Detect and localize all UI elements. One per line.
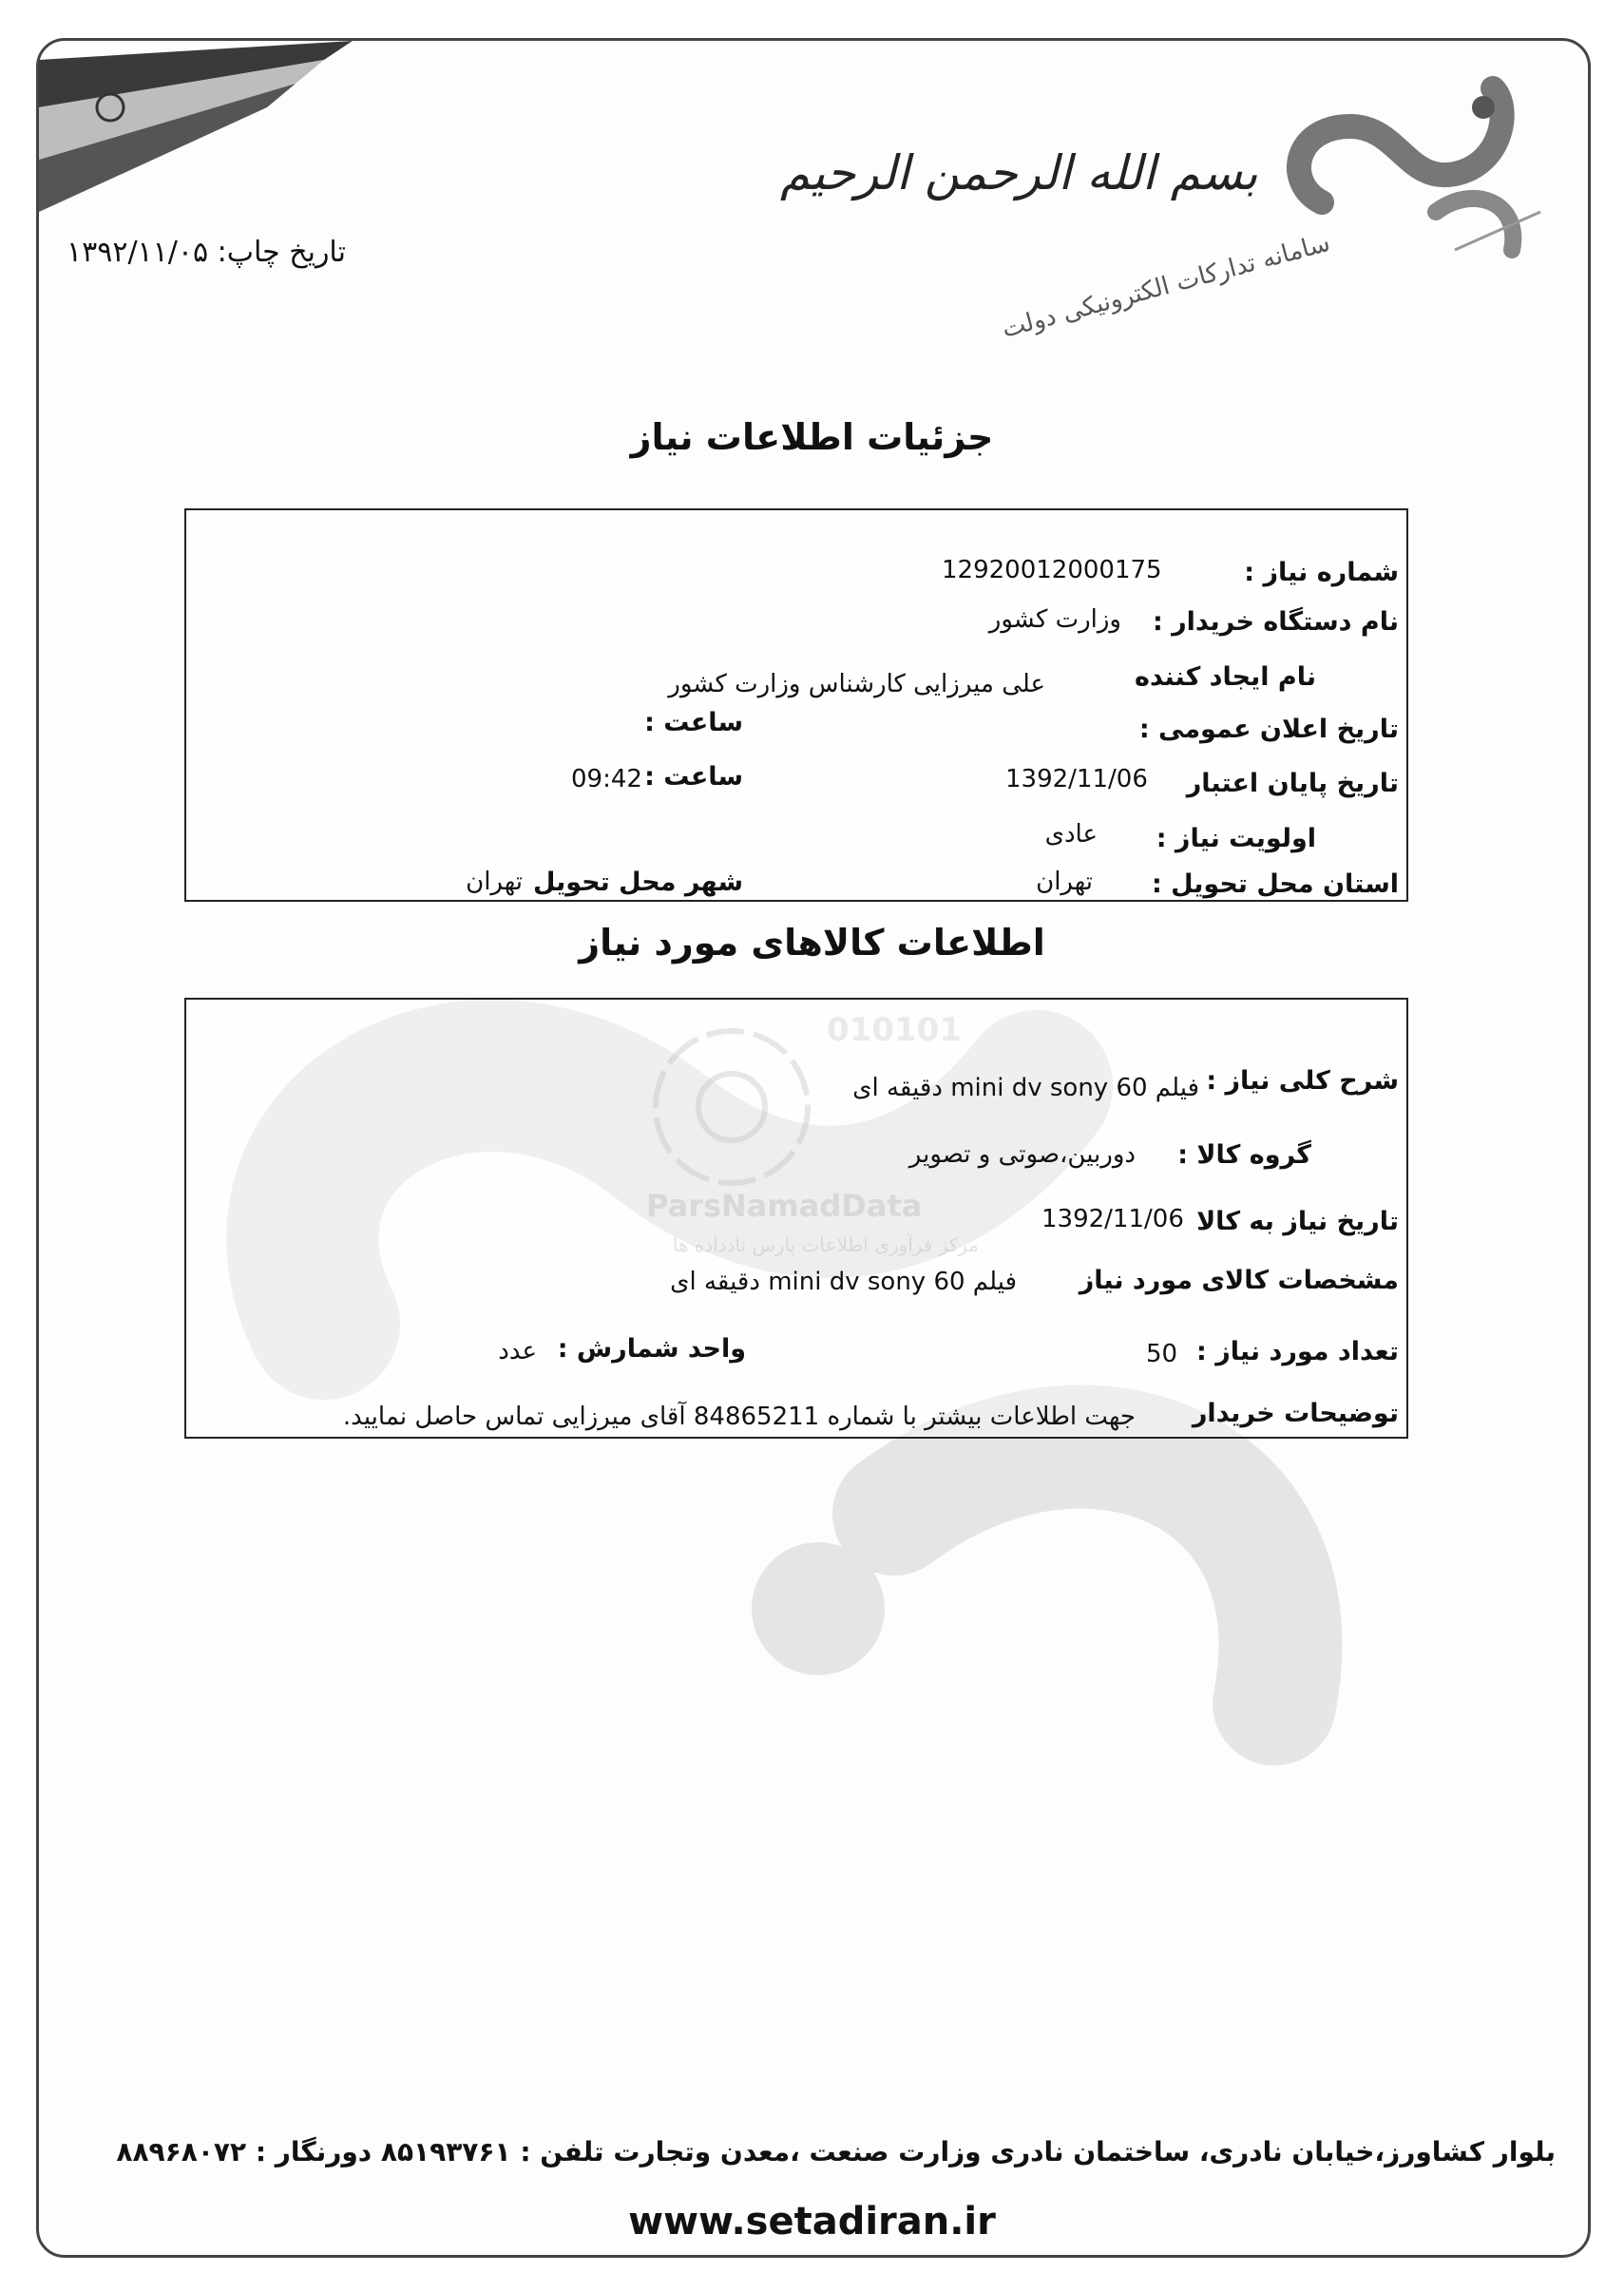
section-title-need-details: جزئیات اطلاعات نیاز	[630, 416, 994, 458]
priority-value: عادی	[1044, 820, 1098, 849]
buyer-label: نام دستگاه خریدار :	[1152, 607, 1399, 637]
unit-value: عدد	[498, 1337, 537, 1365]
logo-text: سامانه تدارکات الکترونیکی دولت	[999, 228, 1333, 344]
footer-address: بلوار کشاورز،خیابان نادری، ساختمان نادری وزارت صنعت ،معدن وتجارت تلفن : ۸۵۱۹۳۷۶۱ دورنگار : ۸۸۹۶۸۰۷۲	[116, 2136, 1556, 2167]
city-label: شهر محل تحویل	[532, 868, 743, 897]
goods-group-value: دوربین،صوتی و تصویر	[908, 1140, 1136, 1169]
buyer-notes-label: توضیحات خریدار	[1192, 1399, 1399, 1428]
province-value: تهران	[1036, 868, 1093, 896]
announce-date-label: تاریخ اعلان عمومی :	[1138, 715, 1399, 744]
city-value: تهران	[466, 868, 523, 896]
section-title-goods-info: اطلاعات کالاهای مورد نیاز	[579, 922, 1045, 964]
buyer-value: وزارت کشور	[988, 605, 1121, 634]
priority-label: اولویت نیاز :	[1156, 824, 1316, 853]
iran-flag-emblem-icon	[39, 41, 381, 231]
unit-label: واحد شمارش :	[557, 1334, 746, 1364]
province-label: استان محل تحویل :	[1151, 869, 1399, 899]
buyer-notes-value: جهت اطلاعات بیشتر با شماره 84865211 آقای میرزایی تماس حاصل نمایید.	[342, 1403, 1136, 1431]
creator-label: نام ایجاد کننده	[1135, 662, 1316, 692]
print-date: تاریخ چاپ: ۱۳۹۲/۱۱/۰۵	[67, 236, 346, 269]
description-value: فیلم mini dv sony 60 دقیقه ای	[852, 1074, 1199, 1102]
creator-value: علی میرزایی کارشناس وزارت کشور	[668, 670, 1045, 698]
spec-label: مشخصات کالای مورد نیاز	[1079, 1266, 1399, 1295]
need-date-label: تاریخ نیاز به کالا	[1196, 1207, 1399, 1236]
spec-value: فیلم mini dv sony 60 دقیقه ای	[670, 1268, 1017, 1296]
goods-info-box	[184, 998, 1408, 1439]
need-details-box	[184, 508, 1408, 902]
need-date-value: 1392/11/06	[1041, 1205, 1184, 1233]
expiry-date-label: تاریخ پایان اعتبار	[1186, 769, 1399, 798]
stamp-name: ParsNamadData	[646, 1188, 923, 1224]
goods-group-label: گروه کالا :	[1177, 1140, 1311, 1170]
description-label: شرح کلی نیاز :	[1206, 1066, 1399, 1096]
expiry-time-label: ساعت :	[644, 762, 743, 792]
need-number-label: شماره نیاز :	[1244, 558, 1399, 587]
announce-time-label: ساعت :	[644, 708, 743, 737]
stamp-subtitle: مرکز فرآوری اطلاعات پارس نادداده ها	[672, 1233, 979, 1256]
need-number-value: 12920012000175	[942, 556, 1162, 584]
stamp-digits: 010101	[827, 1011, 962, 1049]
bismillah-calligraphy: بسم الله الرحمن الرحیم	[780, 145, 1258, 200]
expiry-date-value: 1392/11/06	[1005, 765, 1148, 793]
quantity-value: 50	[1146, 1340, 1178, 1368]
quantity-label: تعداد مورد نیاز :	[1196, 1337, 1399, 1366]
expiry-time-value: 09:42	[571, 765, 642, 793]
footer-website: www.setadiran.ir	[628, 2200, 996, 2243]
